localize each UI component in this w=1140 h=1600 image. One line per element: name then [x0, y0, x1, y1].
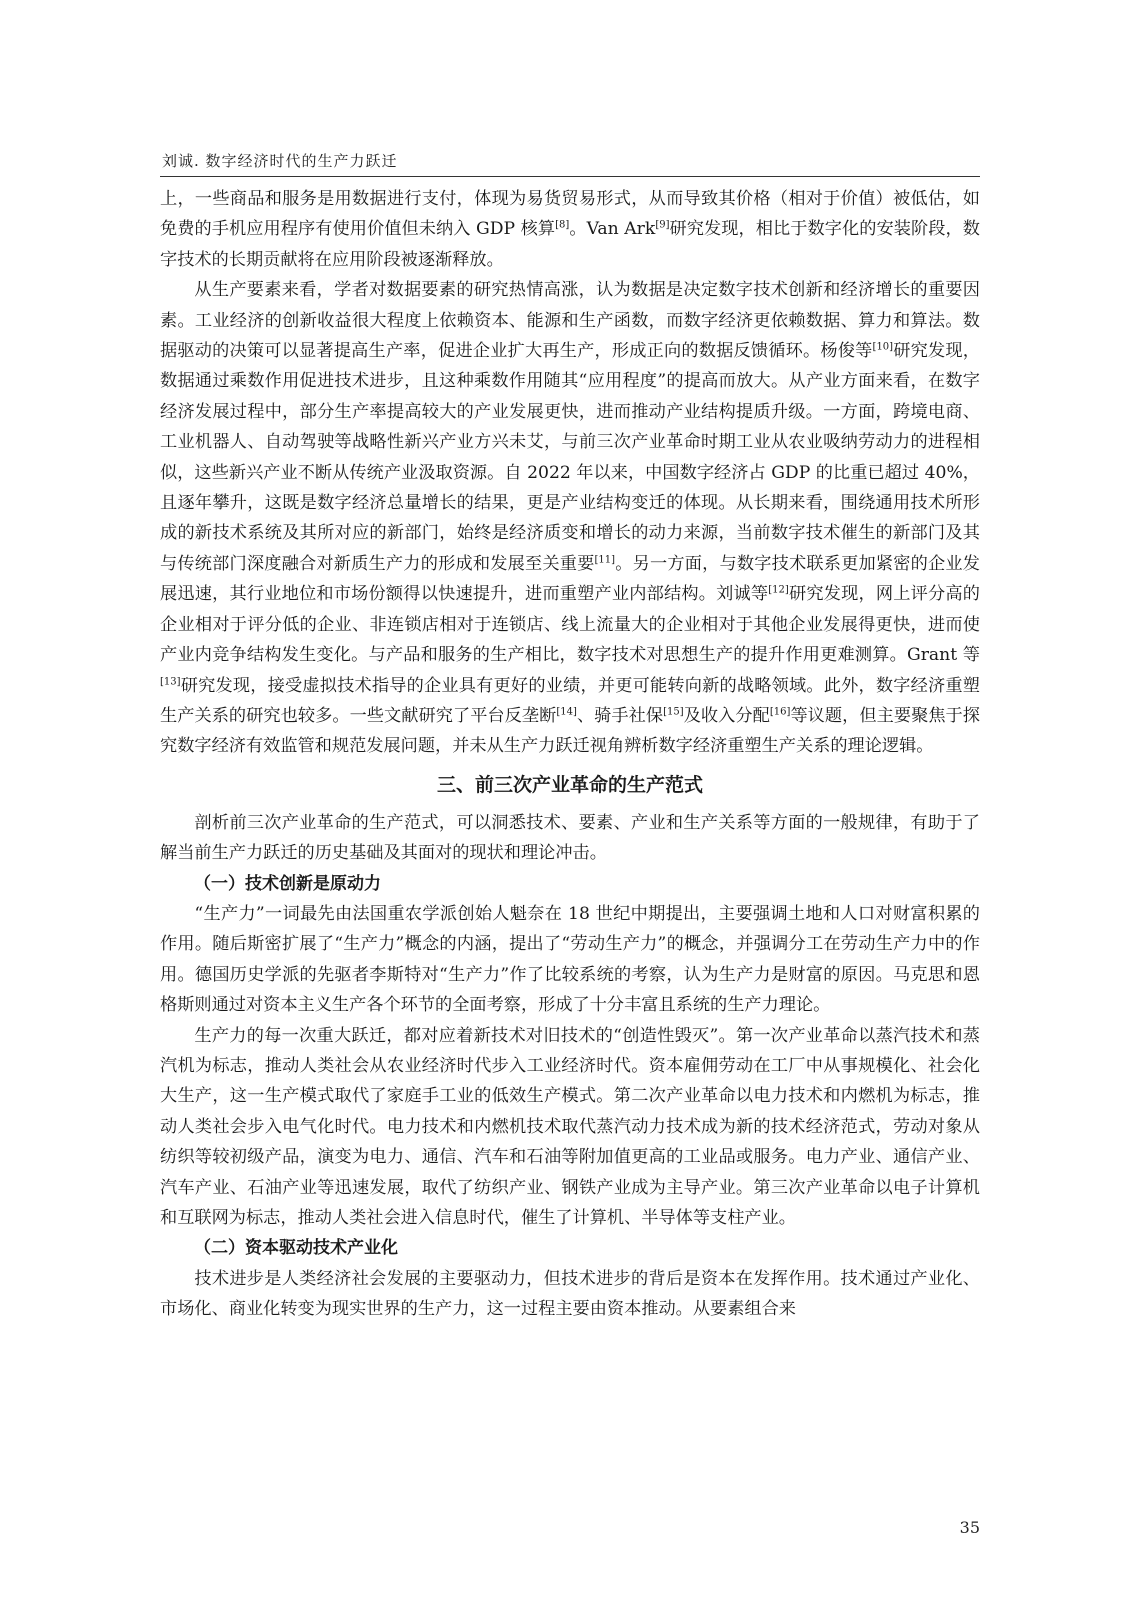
paragraph-5: 生产力的每一次重大跃迁，都对应着新技术对旧技术的“创造性毁灭”。第一次产业革命以蒸汽技术和蒸汽机为标志，推动人类社会从农业经济时代步入工业经济时代。资本雇佣劳动在工厂中从事规模化、社会化大生产，这一生产模式取代了家庭手工业的低效生产模式。第二次产业革命以电力技术和内燃机为标志，推动人类社会步入电气化时代。电力技术和内燃机技术取代蒸汽动力技术成为新的技术经济范式，劳动对象从纺织等较初级产品，演变为电力、通信、汽车和石油等附加值更高的工业品或服务。电力产业、通信产业、汽车产业、石油产业等迅速发展，取代了纺织产业、钢铁产业成为主导产业。第三次产业革命以电子计算机和互联网为标志，推动人类社会进入信息时代，催生了计算机、半导体等支柱产业。	[160, 1025, 980, 1228]
article-body	[160, 184, 980, 1325]
running-header: 刘诚. 数字经济时代的生产力跃迁	[162, 152, 398, 170]
page-number: 35	[959, 1518, 980, 1537]
citation: [13]	[160, 675, 181, 687]
paragraph-6: 技术进步是人类经济社会发展的主要驱动力，但技术进步的背后是资本在发挥作用。技术通过产业化、市场化、商业化转变为现实世界的生产力，这一过程主要由资本推动。从要素组合来	[160, 1268, 980, 1320]
citation: [9]	[655, 219, 670, 231]
citation: [16]	[769, 706, 791, 718]
citation: [11]	[594, 554, 616, 566]
citation: [14]	[556, 706, 577, 718]
header-rule	[160, 176, 980, 177]
citation: [10]	[872, 341, 894, 353]
paragraph-4: “生产力”一词最先由法国重农学派创始人魁奈在 18 世纪中期提出，主要强调土地和人口对财富积累的作用。随后斯密扩展了“生产力”概念的内涵，提出了“劳动生产力”的概念，并强调分工在劳动生产力中的作用。德国历史学派的先驱者李斯特对“生产力”作了比较系统的考察，认为生产力是财富的原因。马克思和恩格斯则通过对资本主义生产各个环节的全面考察，形成了十分丰富且系统的生产力理论。	[160, 903, 980, 1016]
subsection-heading-2: （二）资本驱动技术产业化	[194, 1238, 398, 1259]
paragraph-1: 上，一些商品和服务是用数据进行支付，体现为易货贸易形式，从而导致其价格（相对于价值）被低估，如免费的手机应用程序有使用价值但未纳入 GDP 核算[8]。Van Ark[9]研究发现，相比于数字化的安装阶段，数字技术的长期贡献将在应用阶段被逐渐释放。	[160, 189, 980, 270]
paragraph-2: 从生产要素来看，学者对数据要素的研究热情高涨，认为数据是决定数字技术创新和经济增长的重要因素。工业经济的创新收益很大程度上依赖资本、能源和生产函数，而数字经济更依赖数据、算力和算法。数据驱动的决策可以显著提高生产率，促进企业扩大再生产，形成正向的数据反馈循环。杨俊等[10]研究发现，数据通过乘数作用促进技术进步，且这种乘数作用随其“应用程度”的提高而放大。从产业方面来看，在数字经济发展过程中，部分生产率提高较大的产业发展更快，进而推动产业结构提质升级。一方面，跨境电商、工业机器人、自动驾驶等战略性新兴产业方兴未艾，与前三次产业革命时期工业从农业吸纳劳动力的进程相似，这些新兴产业不断从传统产业汲取资源。自 2022 年以来，中国数字经济占 GDP 的比重已超过 40%，且逐年攀升，这既是数字经济总量增长的结果，更是产业结构变迁的体现。从长期来看，围绕通用技术所形成的新技术系统及其所对应的新部门，始终是经济质变和增长的动力来源，当前数字技术催生的新部门及其与传统部门深度融合对新质生产力的形成和发展至关重要[11]。另一方面，与数字技术联系更加紧密的企业发展迅速，其行业地位和市场份额得以快速提升，进而重塑产业内部结构。刘诚等[12]研究发现，网上评分高的企业相对于评分低的企业、非连锁店相对于连锁店、线上流量大的企业相对于其他企业发展得更快，进而使产业内竞争结构发生变化。与产品和服务的生产相比，数字技术对思想生产的提升作用更难测算。Grant 等[13]研究发现，接受虚拟技术指导的企业具有更好的业绩，并更可能转向新的战略领域。此外，数字经济重塑生产关系的研究也较多。一些文献研究了平台反垄断[14]、骑手社保[15]及收入分配[16]等议题，但主要聚焦于探究数字经济有效监管和规范发展问题，并未从生产力跃迁视角辨析数字经济重塑生产关系的理论逻辑。	[160, 280, 980, 757]
citation: [15]	[663, 706, 684, 718]
section-heading: 三、前三次产业革命的生产范式	[436, 773, 703, 796]
citation: [8]	[555, 219, 570, 231]
paragraph-3: 剖析前三次产业革命的生产范式，可以洞悉技术、要素、产业和生产关系等方面的一般规律，有助于了解当前生产力跃迁的历史基础及其面对的现状和理论冲击。	[160, 812, 980, 864]
citation: [12]	[768, 584, 789, 596]
subsection-heading-1: （一）技术创新是原动力	[194, 873, 381, 894]
